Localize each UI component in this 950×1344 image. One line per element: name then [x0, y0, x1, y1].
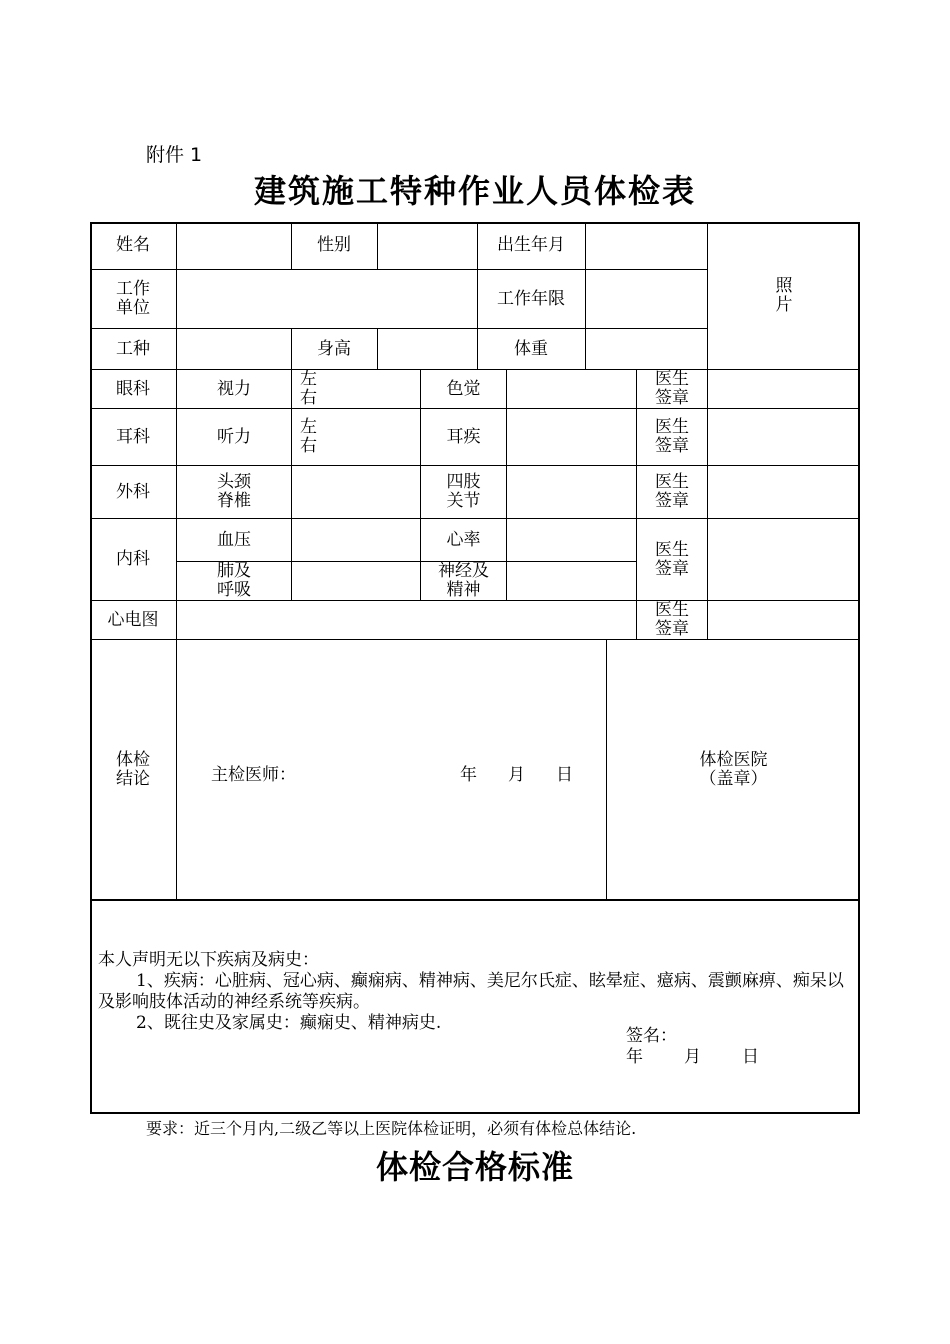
ear-disease-label: 耳疾 [446, 426, 481, 447]
heart-rate-label: 心率 [446, 529, 481, 550]
requirement-note: 要求：近三个月内,二级乙等以上医院体检证明，必须有体检总体结论. [146, 1119, 637, 1138]
limb-joint-field[interactable] [507, 466, 636, 518]
signature-year: 年 [626, 1047, 643, 1067]
nerve-label: 神经及 精神 [438, 561, 489, 600]
work-years-label: 工作年限 [497, 288, 565, 309]
birth-field[interactable] [586, 222, 707, 269]
conclusion-month: 月 [508, 765, 525, 785]
birth-label: 出生年月 [497, 235, 565, 255]
height-field[interactable] [378, 329, 477, 369]
signature-block [626, 1026, 800, 1068]
surgery-doctor-sign-label: 医生 签章 [655, 472, 689, 511]
trade-field[interactable] [177, 329, 291, 369]
heart-rate-field[interactable] [507, 519, 636, 561]
limb-joint-label: 四肢 关节 [446, 472, 481, 511]
surgery-doctor-sign-field[interactable] [708, 466, 860, 518]
signature-month: 月 [684, 1047, 701, 1067]
conclusion-label: 体检 结论 [116, 749, 150, 789]
ecg-doctor-sign-label: 医生 签章 [655, 600, 689, 639]
declaration-item-1: 1、疾病：心脏病、冠心病、癫痫病、精神病、美尼尔氏症、眩晕症、癔病、震颤麻痹、痴呆以及影响肢体活动的神经系统等疾病。 [98, 971, 844, 1012]
workplace-label: 工作 单位 [116, 279, 150, 318]
vision-left-right[interactable]: 左 右 [300, 369, 317, 408]
color-vision-label: 色觉 [446, 378, 481, 399]
ear-doctor-sign-label: 医生 签章 [655, 417, 689, 456]
workplace-field[interactable] [177, 270, 477, 328]
hospital-stamp-label: 体检医院 （盖章） [699, 749, 768, 789]
gender-field[interactable] [378, 222, 477, 269]
hearing-left-right[interactable]: 左 右 [300, 417, 317, 456]
internal-section-label: 内科 [116, 549, 150, 569]
photo-box: 照 片 [775, 275, 793, 315]
eye-doctor-sign-field[interactable] [708, 370, 860, 408]
standard-title: 体检合格标准 [375, 1148, 574, 1186]
eye-doctor-sign-label: 医生 签章 [655, 369, 689, 408]
work-years-field[interactable] [586, 270, 707, 328]
internal-doctor-sign-field[interactable] [708, 519, 860, 600]
surgery-section-label: 外科 [116, 481, 150, 502]
ear-doctor-sign-field[interactable] [708, 409, 860, 465]
row-divider [90, 899, 860, 901]
signature-day: 日 [742, 1047, 759, 1067]
attachment-label: 附件 1 [146, 144, 203, 166]
conclusion-day: 日 [556, 765, 573, 785]
hearing-label: 听力 [217, 426, 251, 447]
weight-label: 体重 [514, 338, 548, 359]
name-label: 姓名 [116, 235, 150, 255]
gender-label: 性别 [317, 235, 351, 255]
chief-doctor-label: 主检医师： [211, 765, 296, 785]
name-field[interactable] [177, 222, 291, 269]
declaration-intro: 本人声明无以下疾病及病史： [98, 950, 319, 970]
ecg-doctor-sign-field[interactable] [708, 601, 860, 639]
signature-label[interactable]: 签名： [626, 1026, 677, 1046]
conclusion-year: 年 [460, 765, 477, 785]
neck-spine-field[interactable] [292, 466, 420, 518]
color-vision-field[interactable] [507, 370, 636, 408]
vision-label: 视力 [217, 378, 251, 399]
declaration-block [98, 950, 850, 1034]
declaration-item-2: 2、既往史及家属史：癫痫史、精神病史. [136, 1013, 442, 1033]
blood-pressure-label: 血压 [217, 529, 251, 550]
ear-section-label: 耳科 [116, 426, 150, 447]
height-label: 身高 [317, 338, 351, 359]
eye-section-label: 眼科 [116, 378, 150, 399]
trade-label: 工种 [116, 338, 150, 359]
blood-pressure-field[interactable] [292, 519, 420, 561]
internal-doctor-sign-label: 医生 签章 [655, 539, 689, 579]
neck-spine-label: 头颈 脊椎 [217, 472, 251, 511]
form-title: 建筑施工特种作业人员体检表 [253, 172, 696, 210]
ear-disease-field[interactable] [507, 409, 636, 465]
nerve-field[interactable] [507, 562, 636, 600]
weight-field[interactable] [586, 329, 707, 369]
ecg-field[interactable] [177, 601, 636, 639]
lung-label: 肺及 呼吸 [217, 561, 251, 600]
ecg-label: 心电图 [107, 609, 159, 630]
lung-field[interactable] [292, 562, 420, 600]
